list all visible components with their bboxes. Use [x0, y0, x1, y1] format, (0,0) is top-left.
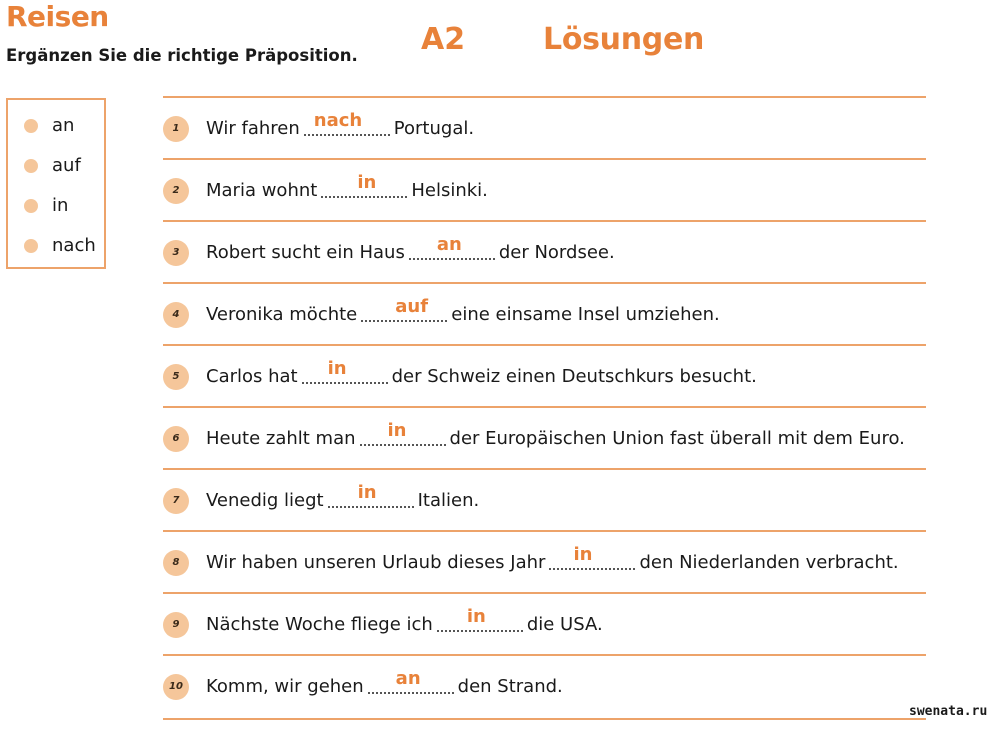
bullet-icon	[24, 119, 38, 133]
dotted-line	[549, 568, 635, 570]
divider-line	[163, 718, 926, 720]
answer-blank	[361, 296, 447, 328]
watermark: swenata.ru	[909, 704, 988, 719]
sentence-before: Komm, wir gehen	[206, 676, 364, 697]
dotted-line	[321, 196, 407, 198]
sentence-before: Carlos hat	[206, 366, 298, 387]
exercise-sentence-9	[206, 606, 603, 638]
answer-blank	[549, 544, 635, 576]
answer-text: in	[357, 172, 377, 193]
answer-text: in	[387, 420, 407, 441]
dotted-line	[328, 506, 414, 508]
divider-line	[163, 530, 926, 532]
answer-text: nach	[313, 110, 363, 131]
sentence-before: Heute zahlt man	[206, 428, 356, 449]
instruction-text: Ergänzen Sie die richtige Präposition.	[6, 46, 358, 65]
bullet-icon	[24, 159, 38, 173]
divider-line	[163, 220, 926, 222]
exercise-number-badge: 3	[163, 240, 189, 266]
word-item-in	[24, 194, 108, 218]
sentence-before: Veronika möchte	[206, 304, 358, 325]
sentence-after: die USA.	[526, 614, 603, 635]
sentence-before: Wir haben unseren Urlaub dieses Jahr	[206, 552, 546, 573]
exercise-number-badge: 8	[163, 550, 189, 576]
sentence-after: Helsinki.	[411, 180, 488, 201]
exercise-sentence-1	[206, 110, 475, 142]
word-label: an	[52, 115, 75, 136]
exercise-number-badge: 7	[163, 488, 189, 514]
divider-line	[163, 654, 926, 656]
exercise-sentence-3	[206, 234, 615, 266]
word-label: auf	[52, 155, 81, 176]
exercise-sentence-10	[206, 668, 563, 700]
bullet-icon	[24, 239, 38, 253]
sentence-after: der Schweiz einen Deutschkurs besucht.	[391, 366, 757, 387]
answer-text: in	[573, 544, 593, 565]
divider-line	[163, 282, 926, 284]
divider-line	[163, 96, 926, 98]
answer-text: in	[327, 358, 347, 379]
exercise-number-badge: 2	[163, 178, 189, 204]
sentence-before: Maria wohnt	[206, 180, 318, 201]
word-item-auf	[24, 154, 108, 178]
sentence-after: eine einsame Insel umziehen.	[451, 304, 720, 325]
exercise-sentence-5	[206, 358, 757, 390]
answer-text: an	[395, 668, 421, 689]
exercise-number-badge: 9	[163, 612, 189, 638]
bullet-icon	[24, 199, 38, 213]
answer-blank	[328, 482, 414, 514]
dotted-line	[368, 692, 454, 694]
sentence-before: Wir fahren	[206, 118, 300, 139]
exercise-sentence-8	[206, 544, 899, 576]
word-label: nach	[52, 235, 96, 256]
exercise-sentence-6	[206, 420, 905, 452]
exercise-number-badge: 5	[163, 364, 189, 390]
answer-text: an	[436, 234, 462, 255]
exercise-number-badge: 1	[163, 116, 189, 142]
dotted-line	[437, 630, 523, 632]
answer-text: in	[466, 606, 486, 627]
divider-line	[163, 158, 926, 160]
answer-text: auf	[395, 296, 429, 317]
sentence-after: der Europäischen Union fast überall mit dem Euro.	[449, 428, 905, 449]
word-label: in	[52, 195, 69, 216]
sentence-before: Nächste Woche fliege ich	[206, 614, 433, 635]
dotted-line	[302, 382, 388, 384]
divider-line	[163, 406, 926, 408]
exercise-sentence-4	[206, 296, 720, 328]
sentence-after: der Nordsee.	[498, 242, 615, 263]
exercise-number-badge: 10	[163, 674, 189, 700]
answer-blank	[321, 172, 407, 204]
exercise-sentence-2	[206, 172, 488, 204]
exercise-number-badge: 6	[163, 426, 189, 452]
divider-line	[163, 592, 926, 594]
word-item-nach	[24, 234, 108, 258]
sentence-after: Portugal.	[393, 118, 475, 139]
sentence-after: den Strand.	[457, 676, 563, 697]
sentence-after: Italien.	[417, 490, 480, 511]
answer-blank	[304, 110, 390, 142]
divider-line	[163, 344, 926, 346]
worksheet-title: Reisen	[6, 0, 109, 33]
exercise-number-badge: 4	[163, 302, 189, 328]
answer-blank	[437, 606, 523, 638]
answer-blank	[409, 234, 495, 266]
solutions-label: Lösungen	[543, 22, 705, 57]
sentence-before: Venedig liegt	[206, 490, 324, 511]
answer-blank	[360, 420, 446, 452]
answer-blank	[302, 358, 388, 390]
dotted-line	[409, 258, 495, 260]
level-label: A2	[421, 22, 466, 57]
exercise-sentence-7	[206, 482, 480, 514]
word-item-an	[24, 114, 108, 138]
sentence-before: Robert sucht ein Haus	[206, 242, 405, 263]
answer-text: in	[357, 482, 377, 503]
dotted-line	[304, 134, 390, 136]
dotted-line	[360, 444, 446, 446]
divider-line	[163, 468, 926, 470]
dotted-line	[361, 320, 447, 322]
word-box	[6, 98, 106, 269]
sentence-after: den Niederlanden verbracht.	[639, 552, 899, 573]
answer-blank	[368, 668, 454, 700]
